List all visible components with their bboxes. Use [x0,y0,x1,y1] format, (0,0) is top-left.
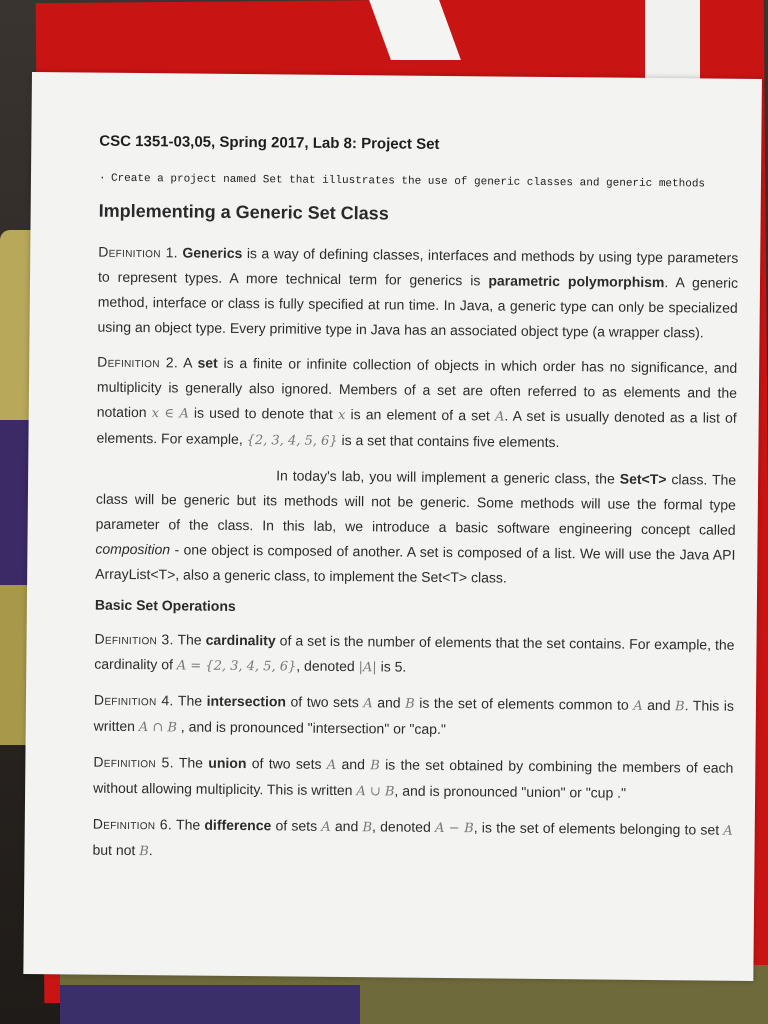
term-cardinality: cardinality [205,631,276,649]
definition-text: of two sets [246,755,327,772]
math-expression: A = {2, 3, 4, 5, 6} [176,658,297,675]
definition-text: of sets [271,817,322,834]
definition-text: and [372,694,406,711]
definition-text: is a set that contains five elements. [337,431,560,451]
math-expression: {2, 3, 4, 5, 6} [246,433,338,449]
definition-text: and [336,755,371,773]
definition-5-heading: Definition 5. [93,753,174,771]
definition-4 [94,688,734,746]
term-set-class: Set<T> [619,470,667,488]
definition-3 [94,627,734,684]
definition-2-heading: Definition 2. [97,353,179,371]
math-expression: B [139,844,149,860]
math-expression: B [675,699,685,715]
math-expression: x ∈ A [151,406,189,422]
math-expression: A [326,757,337,773]
definition-text: of two sets [285,693,364,711]
definition-5 [93,750,733,808]
math-expression: A [321,819,331,835]
term-intersection: intersection [206,692,287,710]
math-expression: |A| [358,660,377,676]
definition-6-heading: Definition 6. [92,815,173,833]
paragraph-text: class. The class will be generic but its methods will not be generic. Some methods will use the formal type parameter of the class. In this lab, we introduce a basic software engineering concept called [95,471,737,538]
definition-text: is the set of elements common to [414,694,634,713]
math-expression: x [337,407,346,424]
definition-text: , and is pronounced "union" or "cup ." [394,782,627,801]
definition-1 [97,240,738,346]
term-difference: difference [204,816,272,834]
math-expression: B [362,820,373,836]
math-expression: A ∩ B [138,720,178,736]
definition-text: , and is pronounced "intersection" or "cap." [176,718,446,738]
bullet-dot: · [98,172,106,185]
definition-text: , denoted [372,818,436,835]
paragraph-text: In today's lab, you will implement a generic class, the [276,467,620,487]
definition-text: . [148,842,153,859]
math-expression: A [494,409,505,425]
definition-text: and [642,696,676,714]
definition-text: is a way of defining classes, interfaces and methods by using type parameters to represent types. A more technical term for generics is [97,245,739,289]
definition-text: The [173,631,206,648]
definition-text: The [173,754,209,771]
document-title: CSC 1351-03,05, Spring 2017, Lab 8: Project Set [99,132,440,153]
math-expression: A [363,696,373,712]
math-expression: B [405,696,415,712]
math-expression: A [723,823,733,839]
term-composition: composition [95,540,171,558]
definition-text: The [173,692,207,709]
intro-paragraph [95,462,736,593]
definition-text: is used to denote that [188,404,339,422]
definition-text: but not [92,841,140,859]
definition-text: The [172,816,205,833]
math-expression: A [633,698,643,714]
term-union: union [208,754,247,772]
definition-6 [92,812,732,870]
definition-text: , denoted [296,657,359,675]
background-bottom-purple [60,985,360,1024]
definition-text: is an element of a set [345,406,496,424]
math-expression: A ∪ B [356,784,395,800]
definition-text: and [330,817,363,835]
paper-corner-right [645,0,700,80]
term-set: set [197,354,218,371]
term-parametric-polymorphism: parametric polymorphism [488,272,665,291]
definition-text: . A generic method, interface or class is fully specified at run time. In Java, a generic type can only be specialized using an object type. Every primitive type in Java has an associated object type (a wrapper class). [97,274,739,341]
definition-text: is 5. [376,658,407,675]
math-expression: B [370,758,380,774]
definition-text: is a finite or infinite collection of objects in which order has no significance, and multiplicity is generally also ignored. Members of a set are often referred to as elements and the notation [96,354,738,421]
paragraph-text: - one object is composed of another. A set is composed of a list. We will use the Java API ArrayList<T>, also a generic class, to implement the Set<T> class. [95,541,736,586]
definition-text: is the set obtained by combining the members of each without allowing multiplicity. This is written [93,756,734,799]
definition-3-heading: Definition 3. [94,630,174,648]
project-note-text: Create a project named Set that illustrates the use of generic classes and generic methods [110,172,706,191]
definition-4-heading: Definition 4. [93,691,174,709]
subsection-title: Basic Set Operations [94,596,236,614]
definition-text: . This is written [93,697,735,735]
page-content [92,133,739,880]
section-title: Implementing a Generic Set Class [98,200,389,224]
definition-text: , is the set of elements belonging to set [473,819,724,838]
definition-text: of a set is the number of elements that the set contains. For example, the cardinality of [94,632,735,673]
project-note [99,172,739,193]
definition-1-heading: Definition 1. [98,243,178,261]
definition-text: A [178,354,198,371]
term-generics: Generics [182,244,243,262]
lab-handout-page [23,72,762,981]
definition-text: . A set is usually denoted as a list of elements. For example, [96,407,737,448]
definition-2 [96,350,737,458]
math-expression: A − B [434,820,474,837]
